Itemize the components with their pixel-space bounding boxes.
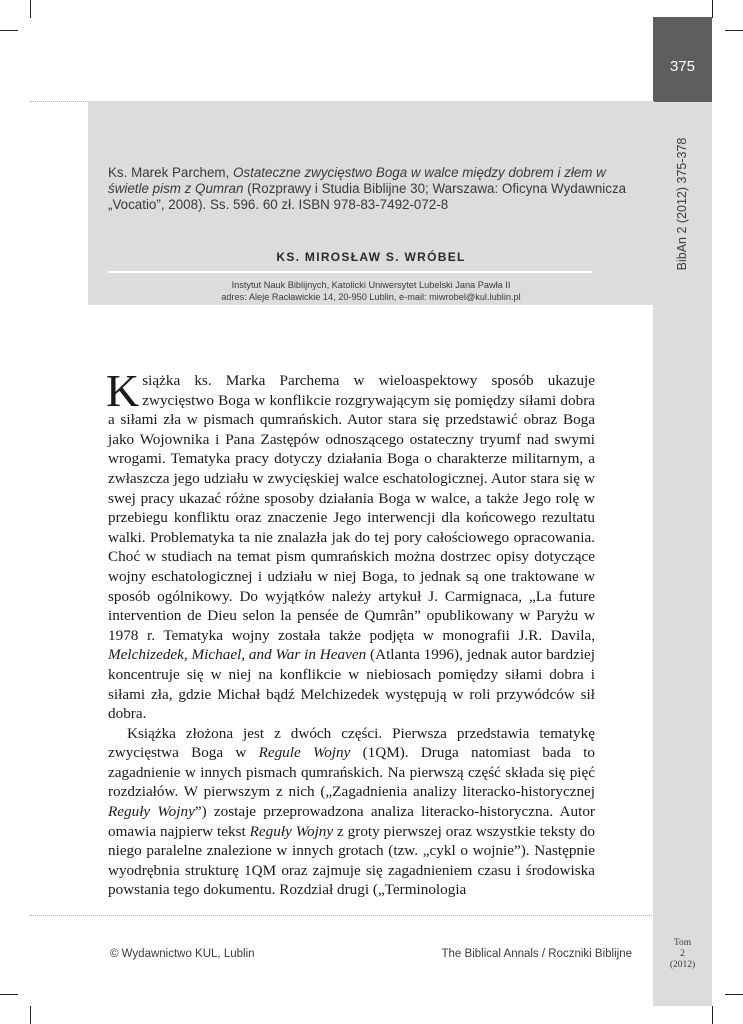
crop-mark	[725, 994, 743, 995]
volume-info	[653, 938, 712, 971]
crop-mark	[30, 1006, 31, 1024]
crop-mark	[712, 0, 713, 18]
crop-mark	[0, 30, 18, 31]
author-divider	[108, 271, 592, 273]
journal-reference: BibAn 2 (2012) 375-378	[675, 137, 689, 271]
paragraph-text: ”) zostaje przeprowadzona analiza literacko-historyczna. Autor omawia najpierw tekst	[108, 803, 595, 840]
footer-publisher: © Wydawnictwo KUL, Lublin	[110, 948, 255, 960]
drop-cap: K	[106, 365, 140, 416]
review-body	[106, 365, 595, 900]
paragraph-text: (Atlanta 1996), jednak autor bardziej koncentruje się w niej na konflikcie w niebiosach pomiędzy siłami dobra i siłami zła, gdzie Michał bądź Melchizedek występują w roli przywódców sił dobra.	[108, 646, 595, 723]
book-title: Melchizedek, Michael, and War in Heaven	[108, 646, 367, 664]
crop-mark	[712, 1006, 713, 1024]
crop-mark	[725, 30, 743, 31]
paragraph-text: (1QM). Druga natomiast bada to zagadnienie w innych pismach qumrańskich. Na pierwszą część składa się pięć rozdziałów. W pierwszym z nich („Zagadnienia analizy literacko-historycznej	[108, 744, 595, 801]
paragraph-text: Książka złożona jest z dwóch części. Pierwsza przedstawia tematykę zwycięstwa Boga w	[108, 724, 595, 762]
volume-year: (2012)	[669, 960, 696, 970]
crop-mark	[30, 0, 31, 18]
footer-journal-name: The Biblical Annals / Roczniki Biblijne	[441, 948, 632, 960]
page-number: 375	[669, 58, 696, 75]
volume-number: 2	[680, 949, 685, 959]
review-author: KS. MIROSŁAW S. WRÓBEL	[276, 250, 466, 264]
crop-mark	[0, 994, 18, 995]
citation-author: Ks. Marek Parchem,	[108, 165, 234, 180]
affiliation-institute: Instytut Nauk Biblijnych, Katolicki Uniwersytet Lubelski Jana Pawła II	[231, 280, 511, 290]
book-title: Regule Wojny	[258, 744, 351, 762]
citation-details: (Rozprawy i Studia Biblijne 30; Warszawa: Oficyna Wydawnicza „Vocatio”, 2008). Ss. 596. 60 zł. ISBN 978-83-7492-072-8	[108, 181, 627, 212]
paragraph-text: siążka ks. Marka Parchema w wieloaspektowy sposób ukazuje zwycięstwo Boga w konflikcie rozgrywającym się pomiędzy siłami dobra a siłami zła w pismach qumrańskich. Autor stara się przedstawić obraz Boga jako Wojownika i Pana Zastępów odnoszącego ostateczny tryumf nad swymi wrogami. Tematyka pracy dotyczy działania Boga o charakterze militarnym, a zwłaszcza jego udziału w zwycięskiej walce eschatologicznej. Autor stara się w swej pracy ukazać różne sposoby działania Boga w walce, a także Jego rolę w przebiegu konfliktu oraz znaczenie Jego interwencji dla końcowego rezultatu walki. Problematyka ta nie znalazła jak do tej pory całościowego opracowania. Choć w studiach na temat pism qumrańskich można dostrzec opisy dotyczące wojny eschatologicznej i udziału w niej Boga, to jednak są one traktowane w sposób ogólnikowy. Do wyjątków należy artykuł J. Carmignaca, „La future intervention de Dieu selon la pensée de Qumrân” opublikowany w Paryżu w 1978 r. Tematyka wojny została także podjęta w monografii J.R. Davila,	[108, 372, 595, 644]
book-title: Reguły Wojny	[108, 803, 195, 821]
bottom-trim-line	[30, 915, 712, 916]
book-title: Reguły Wojny	[249, 822, 334, 840]
volume-label: Tom	[673, 938, 692, 948]
citation-title: Ostateczne zwycięstwo Boga w walce między dobrem i złem w świetle pism z Qumran	[108, 165, 606, 196]
book-citation	[108, 165, 638, 213]
author-affiliation	[88, 279, 654, 303]
paragraph	[108, 724, 595, 900]
paragraph-text: z groty pierwszej oraz wszystkie teksty do niego paralelne znalezione w innych grotach (tzw. „cykl o wojnie”). Następnie wyodrębnia strukturę 1QM oraz zajmuje się zagadnieniem czasu i środowiska powstania tego dokumentu. Rozdział drugi („Terminologia	[108, 822, 595, 899]
affiliation-address: adres: Aleje Racławickie 14, 20-950 Lublin, e-mail: miwrobel@kul.lublin.pl	[221, 292, 521, 302]
paragraph	[106, 365, 595, 724]
